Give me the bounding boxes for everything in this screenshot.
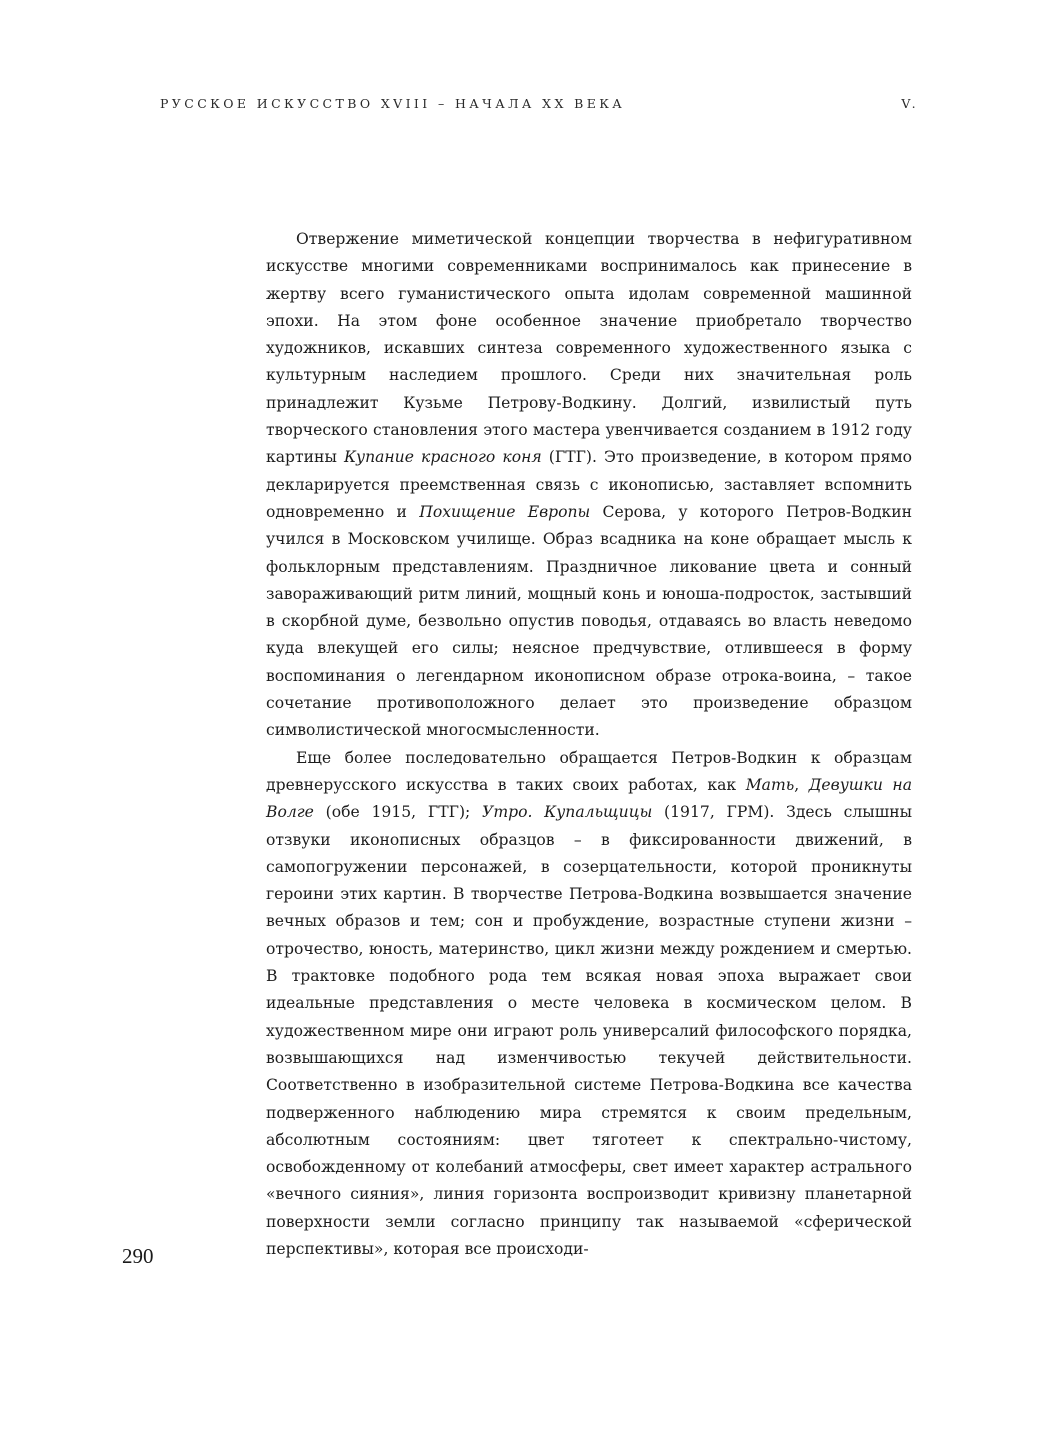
page-number: 290 bbox=[122, 1244, 154, 1268]
paragraph-2-intro: Еще более последовательно обращается Петров-Водкин к образцам древнерусского искусства в таких своих работах, как bbox=[266, 748, 912, 794]
section-number: V. bbox=[901, 96, 919, 111]
book-title: РУССКОЕ ИСКУССТВО XVIII – НАЧАЛА XX ВЕКА bbox=[160, 96, 626, 111]
artwork-title-rape-of-europa: Похищение Европы bbox=[419, 502, 591, 521]
paragraph-2-middle: (обе 1915, ГТГ); bbox=[313, 803, 483, 822]
paragraph-2-closing: (1917, ГРМ). Здесь слышны отзвуки иконописных образцов – в фиксированности движений, в самопогружении персонажей, в созерцательности, которой проникнуты героини этих картин. В творчестве Петрова-Водкина возвышается значение вечных образов и тем; сон и пробуждение, возрастные ступени жизни – отрочество, юность, материнство, цикл жизни между рождением и смертью. В трактовке подобного рода тем всякая новая эпоха выражает свои идеальные представления о месте человека в космическом целом. В художественном мире они играют роль универсалий философского порядка, возвышающихся над изменчивостью текучей действительности. Соответственно в изобразительной системе Петрова-Водкина все качества подверженного наблюдению мира стремятся к своим предельным, абсолютным состояниям: цвет тяготеет к спектрально-чистому, освобожденному от колебаний атмосферы, свет имеет характер астрального «вечного сияния», линия горизонта воспроизводит кривизну планетарной поверхности земли согласно принципу так называемой «сферической перспективы», которая все происходи- bbox=[266, 803, 912, 1258]
artwork-title-bathing-red-horse: Купание красного коня bbox=[343, 448, 542, 467]
paragraph-2 bbox=[266, 745, 912, 1264]
running-header bbox=[160, 96, 919, 116]
artwork-title-mother: Мать bbox=[745, 775, 795, 794]
paragraph-2-separator: , bbox=[794, 775, 809, 794]
paragraph-1-intro: Отвержение миметической концепции творчества в нефигуративном искусстве многими современниками воспринималось как принесение в жертву всего гуманистического опыта идолам современной машинной эпохи. На этом фоне особенное значение приобретало творчество художников, искавших синтеза современного художественного языка с культурным наследием прошлого. Среди них значительная роль принадлежит Кузьме Петрову-Водкину. Долгий, извилистый путь творческого становления этого мастера увенчивается созданием в 1912 году картины bbox=[266, 230, 912, 467]
artwork-title-morning-bathers: Утро. Купальщицы bbox=[482, 803, 653, 822]
artwork-title-girls-on-volga: Девушки на Волге bbox=[266, 775, 912, 822]
paragraph-1-closing: Серова, у которого Петров-Водкин учился в Московском училище. Образ всадника на коне обращает мысль к фольклорным представлениям. Праздничное ликование цвета и сонный завораживающий ритм линий, мощный конь и юноша-подросток, застывший в скорбной думе, безвольно опустив поводья, отдаваясь во власть неведомо куда влекущей его силы; неясное предчувствие, отлившееся в форму воспоминания о легендарном иконописном образе отрока-воина, – такое сочетание противоположного делает это произведение образцом символистической многосмысленности. bbox=[266, 502, 912, 740]
main-text bbox=[266, 226, 912, 1263]
paragraph-1 bbox=[266, 226, 912, 745]
paragraph-1-middle: (ГТГ). Это произведение, в котором прямо декларируется преемственная связь с иконописью, заставляет вспомнить одновременно и bbox=[266, 448, 912, 521]
